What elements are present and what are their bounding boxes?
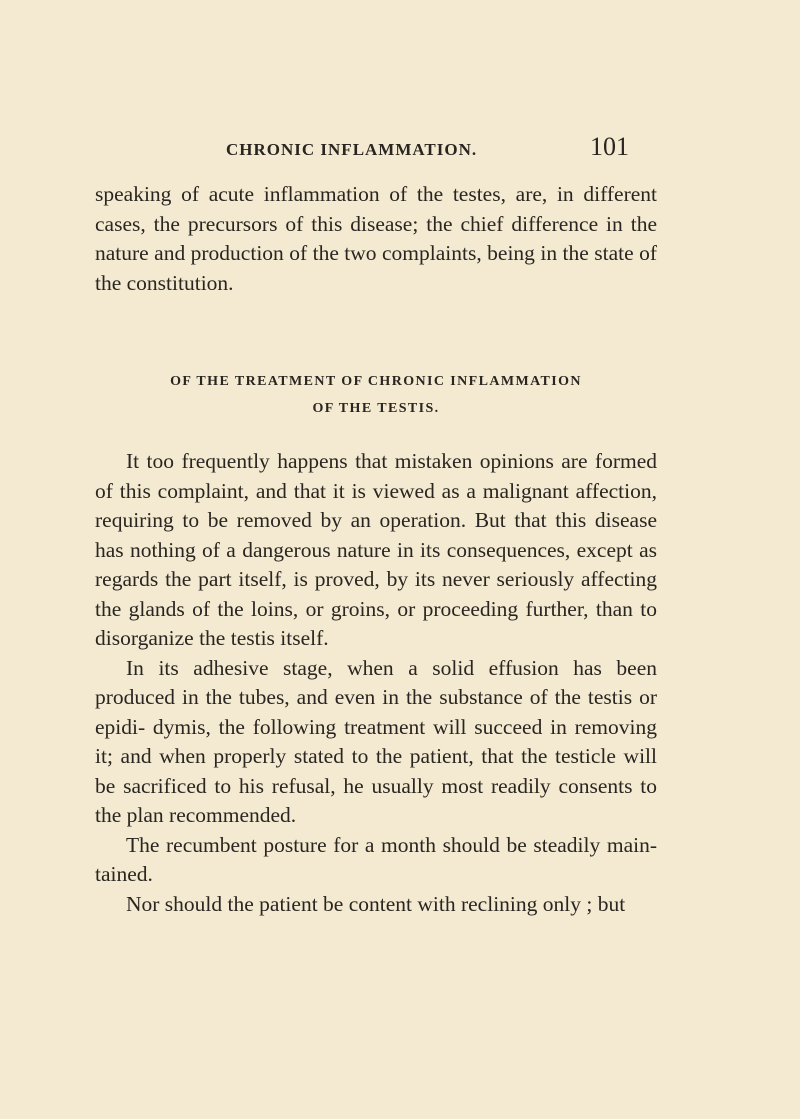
running-title: CHRONIC INFLAMMATION. xyxy=(226,140,478,159)
continued-text xyxy=(95,180,657,298)
paragraph-2: In its adhesive stage, when a solid effusion has been produced in the tubes, and even in the substance of the testis or epidi- dymis, the following treatment will succeed in removing it; and when properly stated to the patient, that the testicle will be sacrificed to his refusal, he usually most readily consents to the plan recommended. xyxy=(95,655,657,827)
page-number: 101 xyxy=(590,132,629,161)
section-heading-line-1: OF THE TREATMENT OF CHRONIC INFLAMMATION xyxy=(170,374,582,389)
section-heading xyxy=(95,368,657,422)
paragraph-4: Nor should the patient be content with reclining only ; but xyxy=(126,891,626,916)
paragraph-1: It too frequently happens that mistaken opinions are formed of this complaint, and that it is viewed as a malignant affection, requiring to be removed by an operation. But that this disease has nothing of a dangerous nature in its consequences, except as regards the part itself, is proved, by its never seriously affecting the glands of the loins, or groins, or proceeding further, than to disorganize the testis itself. xyxy=(95,449,657,650)
continued-paragraph: speaking of acute inflammation of the testes, are, in different cases, the precursors of this disease; the chief difference in the nature and production of the two complaints, being in the state of the constitution. xyxy=(95,182,657,295)
section-body xyxy=(95,447,657,919)
paragraph-3: The recumbent posture for a month should be steadily main- tained. xyxy=(95,832,657,886)
section-heading-line-2: OF THE TESTIS. xyxy=(312,401,440,416)
